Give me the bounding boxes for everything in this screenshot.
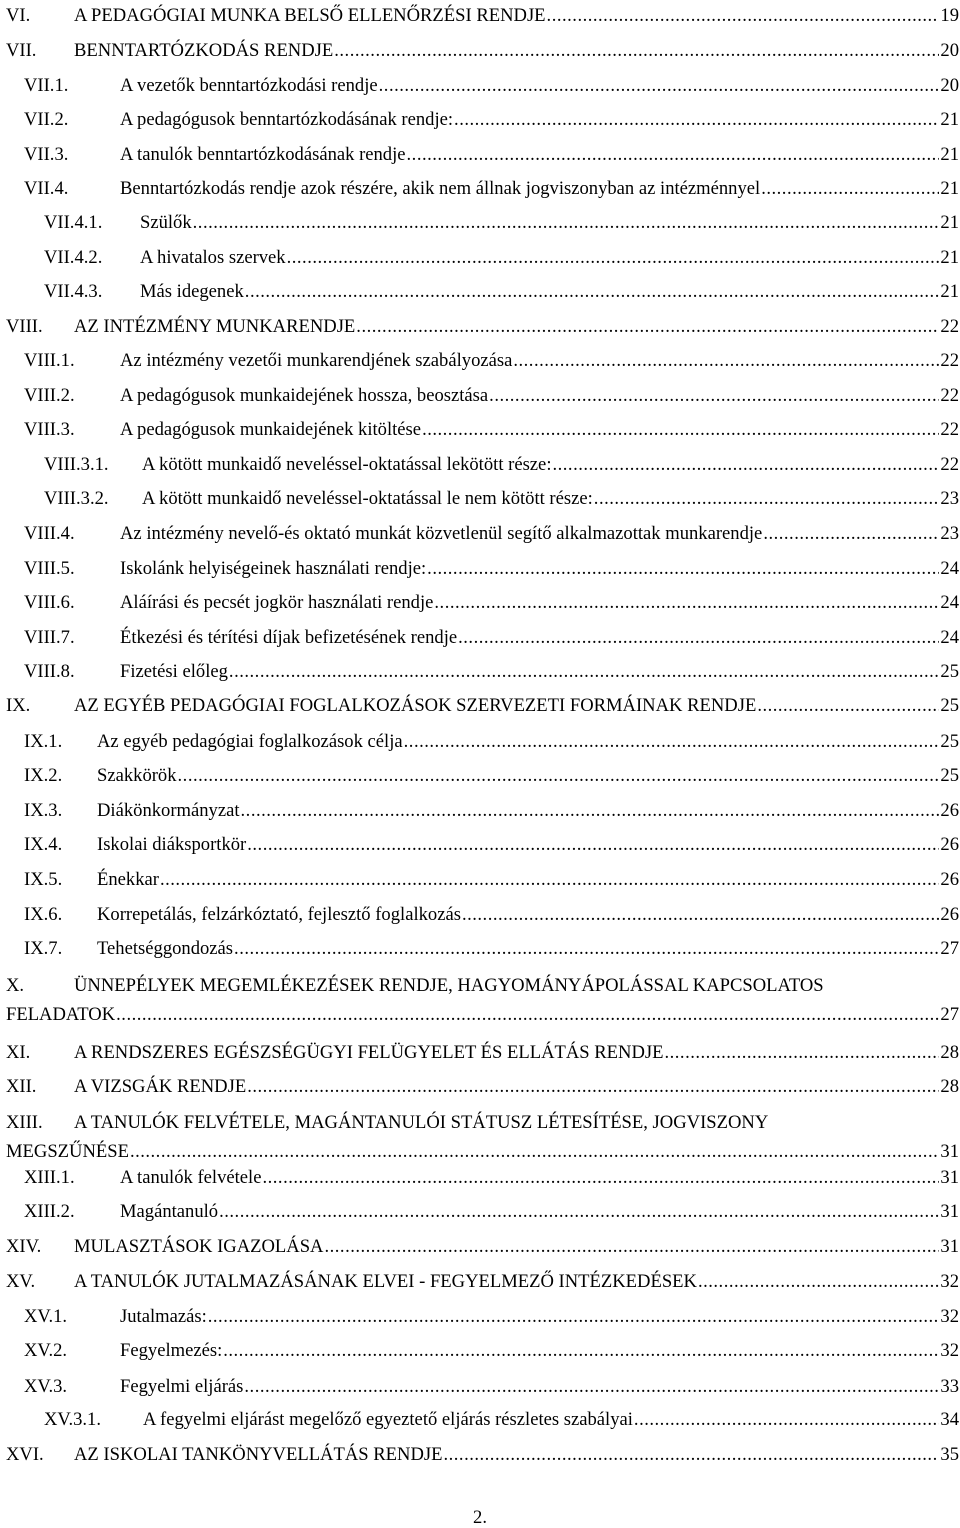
toc-dot-leader: [634, 1408, 939, 1432]
toc-entry-title: A TANULÓK FELVÉTELE, MAGÁNTANULÓI STÁTUSZ LÉTESÍTÉSE, JOGVISZONY: [74, 1112, 769, 1133]
toc-entry-title: A vezetők benntartózkodási rendje: [120, 75, 378, 96]
toc-dot-leader: [245, 280, 940, 304]
toc-entry[interactable]: [24, 418, 959, 442]
toc-entry-number: XV.2.: [24, 1340, 68, 1361]
toc-entry-title: MULASZTÁSOK IGAZOLÁSA: [74, 1236, 324, 1257]
toc-entry[interactable]: [44, 246, 959, 270]
toc-entry-page: 22: [940, 316, 959, 337]
toc-entry[interactable]: [24, 143, 959, 167]
toc-entry-page: 21: [940, 144, 959, 165]
toc-entry[interactable]: [6, 4, 959, 28]
toc-entry-number: XIV.: [6, 1236, 42, 1257]
toc-entry-title: AZ ISKOLAI TANKÖNYVELLÁTÁS RENDJE: [74, 1444, 443, 1465]
toc-entry[interactable]: [24, 522, 959, 546]
toc-entry-page: 24: [940, 627, 959, 648]
toc-entry-page: 34: [940, 1409, 959, 1430]
toc-entry-number: XIII.2.: [24, 1201, 75, 1222]
toc-entry-number: VII.2.: [24, 109, 69, 130]
toc-entry-page: 21: [940, 109, 959, 130]
toc-entry-number: VI.: [6, 5, 31, 26]
toc-entry-title: Énekkar: [97, 869, 159, 890]
toc-entry-title: A TANULÓK JUTALMAZÁSÁNAK ELVEI - FEGYELMEZŐ INTÉZKEDÉSEK: [74, 1271, 697, 1292]
toc-entry-title: Az intézmény nevelő-és oktató munkát közvetlenül segítő alkalmazottak munkarendje: [120, 523, 763, 544]
toc-entry[interactable]: [44, 211, 959, 235]
toc-entry[interactable]: [24, 177, 959, 201]
toc-entry-page: 22: [940, 385, 959, 406]
toc-entry-page: 21: [940, 281, 959, 302]
toc-entry-page: 31: [940, 1141, 959, 1162]
toc-entry-number: XV.3.: [24, 1376, 68, 1397]
toc-entry-title: A tanulók felvétele: [120, 1167, 262, 1188]
toc-entry[interactable]: [24, 626, 959, 650]
toc-entry-page: 32: [940, 1306, 959, 1327]
toc-entry-page: 22: [940, 419, 959, 440]
toc-entry-number: VIII.7.: [24, 627, 75, 648]
toc-entry-number: VIII.3.2.: [44, 488, 109, 509]
toc-dot-leader: [379, 74, 940, 98]
toc-entry-number: VIII.3.: [24, 419, 75, 440]
toc-entry-page: 32: [940, 1271, 959, 1292]
toc-dot-leader: [761, 177, 939, 201]
toc-entry[interactable]: [44, 453, 959, 477]
toc-entry-line1: [6, 974, 824, 998]
toc-entry-number: VIII.8.: [24, 661, 75, 682]
toc-entry-number: XIII.1.: [24, 1167, 75, 1188]
toc-entry[interactable]: [6, 694, 959, 718]
toc-entry[interactable]: [24, 74, 959, 98]
toc-entry[interactable]: [24, 1339, 959, 1363]
toc-dot-leader: [547, 4, 940, 28]
toc-dot-leader: [223, 1339, 939, 1363]
toc-entry-title: Korrepetálás, felzárkóztató, fejlesztő foglalkozás: [97, 904, 461, 925]
toc-entry[interactable]: [24, 799, 959, 823]
toc-entry[interactable]: [6, 1443, 959, 1467]
toc-entry-page: 21: [940, 247, 959, 268]
toc-entry-title: A hivatalos szervek: [140, 247, 286, 268]
toc-entry-page: 22: [940, 454, 959, 475]
toc-dot-leader: [244, 1375, 939, 1399]
toc-entry-title: Szakkörök: [97, 765, 177, 786]
toc-entry-number: XI.: [6, 1042, 31, 1063]
toc-dot-leader: [407, 143, 940, 167]
toc-entry-page: 22: [940, 350, 959, 371]
toc-entry-title: Szülők: [140, 212, 192, 233]
toc-entry-page: 24: [940, 592, 959, 613]
toc-entry-number: IX.2.: [24, 765, 63, 786]
toc-dot-leader: [334, 39, 939, 63]
toc-entry-number: IX.5.: [24, 869, 63, 890]
toc-entry-title: Aláírási és pecsét jogkör használati rendje: [120, 592, 434, 613]
toc-entry-page: 28: [940, 1042, 959, 1063]
toc-entry[interactable]: [24, 1200, 959, 1224]
toc-entry[interactable]: [24, 868, 959, 892]
toc-dot-leader: [262, 1166, 939, 1190]
toc-entry-number: VII.3.: [24, 144, 69, 165]
toc-dot-leader: [208, 1305, 940, 1329]
toc-entry[interactable]: [24, 557, 959, 581]
toc-entry-number: XV.3.1.: [44, 1409, 101, 1430]
toc-entry[interactable]: [44, 487, 959, 511]
toc-dot-leader: [193, 211, 940, 235]
toc-entry-number: VIII.2.: [24, 385, 75, 406]
toc-entry-page: 31: [940, 1201, 959, 1222]
toc-entry-title: Tehetséggondozás: [97, 938, 234, 959]
toc-entry[interactable]: [24, 1305, 959, 1329]
toc-entry-line1: [6, 1111, 768, 1135]
toc-entry-number: IX.4.: [24, 834, 63, 855]
toc-entry-page: 26: [940, 834, 959, 855]
toc-entry[interactable]: [24, 591, 959, 615]
toc-entry-title: Az egyéb pedagógiai foglalkozások célja: [97, 731, 403, 752]
toc-dot-leader: [462, 903, 939, 927]
toc-dot-leader: [489, 384, 939, 408]
toc-entry-page: 31: [940, 1236, 959, 1257]
toc-entry-title: A VIZSGÁK RENDJE: [74, 1076, 247, 1097]
toc-entry-number: XVI.: [6, 1444, 44, 1465]
toc-entry-page: 23: [940, 488, 959, 509]
toc-entry-title: A pedagógusok munkaidejének kitöltése: [120, 419, 422, 440]
toc-entry[interactable]: [6, 1041, 959, 1065]
toc-entry[interactable]: [6, 1235, 959, 1259]
toc-entry-page: 25: [940, 731, 959, 752]
toc-dot-leader: [458, 626, 939, 650]
toc-entry-title: Jutalmazás:: [120, 1306, 207, 1327]
toc-dot-leader: [219, 1200, 939, 1224]
toc-entry-number: VII.4.2.: [44, 247, 103, 268]
toc-entry-title: Étkezési és térítési díjak befizetésének rendje: [120, 627, 458, 648]
toc-entry-number: IX.7.: [24, 938, 63, 959]
toc-entry-title: A pedagógusok munkaidejének hossza, beosztása: [120, 385, 489, 406]
toc-entry-title: Fegyelmi eljárás: [120, 1376, 244, 1397]
toc-entry[interactable]: [24, 730, 959, 754]
toc-entry[interactable]: [6, 1003, 959, 1027]
toc-entry-page: 32: [940, 1340, 959, 1361]
toc-entry-number: IX.1.: [24, 731, 63, 752]
toc-dot-leader: [443, 1443, 939, 1467]
toc-entry-title: A kötött munkaidő neveléssel-oktatással le nem kötött része:: [142, 488, 593, 509]
toc-dot-leader: [513, 349, 939, 373]
toc-entry[interactable]: [24, 833, 959, 857]
toc-entry-title: Az intézmény vezetői munkarendjének szabályozása: [120, 350, 513, 371]
toc-entry-number: IX.3.: [24, 800, 63, 821]
toc-entry[interactable]: [24, 660, 959, 684]
toc-entry-page: 25: [940, 695, 959, 716]
toc-dot-leader: [287, 246, 940, 270]
toc-dot-leader: [324, 1235, 939, 1259]
toc-entry[interactable]: [6, 1075, 959, 1099]
toc-dot-leader: [594, 487, 940, 511]
toc-dot-leader: [178, 764, 940, 788]
toc-entry-number: VII.4.3.: [44, 281, 103, 302]
toc-entry-page: 20: [940, 75, 959, 96]
toc-dot-leader: [698, 1270, 939, 1294]
toc-dot-leader: [757, 694, 939, 718]
toc-entry[interactable]: [24, 349, 959, 373]
toc-dot-leader: [356, 315, 939, 339]
toc-entry-number: VIII.6.: [24, 592, 75, 613]
toc-entry-title: Más idegenek: [140, 281, 244, 302]
toc-entry-number: VII.4.1.: [44, 212, 103, 233]
toc-dot-leader: [229, 660, 939, 684]
toc-entry-page: 26: [940, 800, 959, 821]
toc-entry[interactable]: [6, 1270, 959, 1294]
toc-dot-leader: [434, 591, 939, 615]
toc-entry-page: 27: [940, 1004, 959, 1025]
toc-dot-leader: [454, 108, 939, 132]
toc-entry[interactable]: [24, 384, 959, 408]
toc-dot-leader: [116, 1003, 939, 1027]
toc-dot-leader: [422, 418, 939, 442]
toc-entry-title: Iskolánk helyiségeinek használati rendje:: [120, 558, 427, 579]
toc-entry[interactable]: [24, 108, 959, 132]
toc-entry-title: Fegyelmezés:: [120, 1340, 223, 1361]
toc-entry-page: 31: [940, 1167, 959, 1188]
toc-dot-leader: [247, 833, 939, 857]
toc-entry-page: 24: [940, 558, 959, 579]
toc-entry[interactable]: [24, 1375, 959, 1399]
toc-dot-leader: [234, 937, 939, 961]
toc-entry[interactable]: [24, 937, 959, 961]
toc-entry-number: VIII.4.: [24, 523, 75, 544]
toc-entry-page: 33: [940, 1376, 959, 1397]
toc-dot-leader: [404, 730, 940, 754]
toc-entry-title: AZ EGYÉB PEDAGÓGIAI FOGLALKOZÁSOK SZERVEZETI FORMÁINAK RENDJE: [74, 695, 757, 716]
toc-entry-title: A kötött munkaidő neveléssel-oktatással lekötött része:: [142, 454, 552, 475]
toc-entry-title: A tanulók benntartózkodásának rendje: [120, 144, 406, 165]
toc-dot-leader: [130, 1140, 939, 1164]
toc-entry[interactable]: [6, 1140, 959, 1164]
toc-entry-title: Iskolai diáksportkör: [97, 834, 247, 855]
toc-entry-page: 20: [940, 40, 959, 61]
toc-entry-number: XV.1.: [24, 1306, 68, 1327]
toc-entry[interactable]: [44, 280, 959, 304]
toc-entry-number: VIII.3.1.: [44, 454, 109, 475]
toc-entry-number: VII.1.: [24, 75, 69, 96]
toc-entry-title: Fizetési előleg: [120, 661, 228, 682]
toc-entry-title: Magántanuló: [120, 1201, 219, 1222]
toc-entry[interactable]: [24, 1166, 959, 1190]
toc-entry-number: VIII.5.: [24, 558, 75, 579]
toc-dot-leader: [247, 1075, 939, 1099]
toc-entry-number: IX.: [6, 695, 31, 716]
toc-entry-title: AZ INTÉZMÉNY MUNKARENDJE: [74, 316, 356, 337]
toc-entry-title: A pedagógusok benntartózkodásának rendje:: [120, 109, 454, 130]
toc-entry-number: VII.4.: [24, 178, 69, 199]
toc-entry[interactable]: [24, 903, 959, 927]
toc-entry-number: XIII.: [6, 1112, 43, 1133]
toc-entry-title: A RENDSZERES EGÉSZSÉGÜGYI FELÜGYELET ÉS ELLÁTÁS RENDJE: [74, 1042, 664, 1063]
toc-entry-page: 26: [940, 869, 959, 890]
toc-entry-title-continuation: MEGSZŰNÉSE: [6, 1141, 129, 1162]
toc-entry-title: A fegyelmi eljárást megelőző egyeztető eljárás részletes szabályai: [143, 1409, 633, 1430]
toc-dot-leader: [427, 557, 939, 581]
toc-dot-leader: [763, 522, 939, 546]
toc-entry-page: 26: [940, 904, 959, 925]
toc-entry-number: XII.: [6, 1076, 37, 1097]
toc-entry-page: 25: [940, 661, 959, 682]
toc-entry-page: 35: [940, 1444, 959, 1465]
toc-entry-title: BENNTARTÓZKODÁS RENDJE: [74, 40, 334, 61]
toc-entry-page: 28: [940, 1076, 959, 1097]
toc-entry-number: X.: [6, 975, 25, 996]
toc-entry-page: 21: [940, 212, 959, 233]
toc-entry-page: 23: [940, 523, 959, 544]
toc-entry-title: Diákönkormányzat: [97, 800, 240, 821]
toc-entry-page: 27: [940, 938, 959, 959]
toc-entry-page: 19: [940, 5, 959, 26]
toc-entry[interactable]: [6, 315, 959, 339]
toc-entry-number: IX.6.: [24, 904, 63, 925]
toc-dot-leader: [664, 1041, 939, 1065]
toc-entry-title: ÜNNEPÉLYEK MEGEMLÉKEZÉSEK RENDJE, HAGYOMÁNYÁPOLÁSSAL KAPCSOLATOS: [74, 975, 824, 996]
toc-entry[interactable]: [6, 39, 959, 63]
toc-entry-number: VIII.1.: [24, 350, 75, 371]
toc-dot-leader: [552, 453, 939, 477]
toc-entry-number: XV.: [6, 1271, 36, 1292]
toc-dot-leader: [241, 799, 940, 823]
toc-entry-title-continuation: FELADATOK: [6, 1004, 116, 1025]
page-number: 2.: [473, 1507, 487, 1528]
toc-entry-title: A PEDAGÓGIAI MUNKA BELSŐ ELLENŐRZÉSI RENDJE: [74, 5, 546, 26]
toc-dot-leader: [160, 868, 939, 892]
toc-entry-page: 21: [940, 178, 959, 199]
toc-entry-number: VII.: [6, 40, 37, 61]
toc-entry[interactable]: [24, 764, 959, 788]
toc-entry[interactable]: [44, 1408, 959, 1432]
toc-entry-page: 25: [940, 765, 959, 786]
toc-entry-number: VIII.: [6, 316, 43, 337]
toc-entry-title: Benntartózkodás rendje azok részére, akik nem állnak jogviszonyban az intézménnyel: [120, 178, 761, 199]
